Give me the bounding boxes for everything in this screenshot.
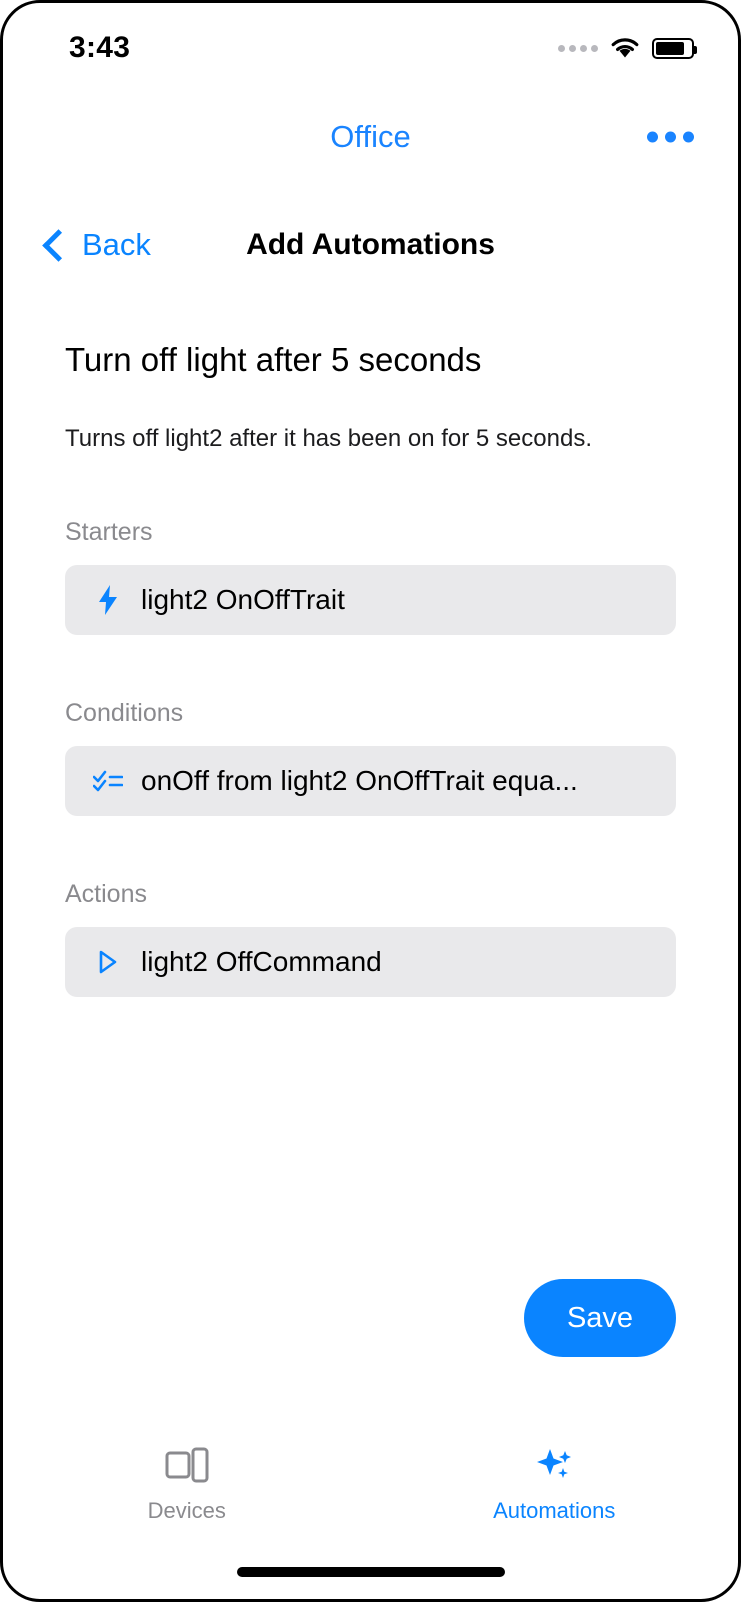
- status-bar: [3, 3, 738, 93]
- section-label-actions: Actions: [65, 880, 147, 909]
- automation-detail: [3, 303, 738, 1599]
- status-time: 3:43: [69, 31, 131, 64]
- tab-bar: [3, 1429, 738, 1541]
- condition-item[interactable]: [65, 746, 676, 816]
- save-button[interactable]: Save: [524, 1279, 676, 1357]
- sparkles-icon: [532, 1447, 576, 1488]
- app-header: [3, 93, 738, 181]
- play-icon: [93, 946, 123, 978]
- section-label-starters: Starters: [65, 518, 153, 547]
- tab-devices-label: Devices: [147, 1497, 226, 1523]
- starter-item-label: light2 OnOffTrait: [141, 584, 345, 616]
- devices-icon: [165, 1447, 209, 1488]
- tab-automations-label: Automations: [493, 1497, 616, 1523]
- back-button-label: Back: [82, 227, 151, 262]
- nav-bar: [3, 199, 738, 291]
- bolt-icon: [93, 584, 123, 616]
- signal-dots-icon: [558, 45, 598, 52]
- more-horizontal-icon[interactable]: [647, 132, 694, 143]
- automation-name: Turn off light after 5 seconds: [65, 341, 482, 378]
- nav-title: Add Automations: [246, 228, 495, 261]
- status-indicators: [558, 37, 694, 59]
- automation-description: Turns off light2 after it has been on for 5 seconds.: [65, 425, 592, 452]
- home-indicator[interactable]: [237, 1567, 505, 1577]
- tab-devices[interactable]: [3, 1429, 371, 1541]
- action-item[interactable]: [65, 927, 676, 997]
- tab-automations[interactable]: [371, 1429, 739, 1541]
- condition-item-label: onOff from light2 OnOffTrait equa...: [141, 765, 578, 797]
- checklist-icon: [93, 765, 123, 797]
- section-label-conditions: Conditions: [65, 699, 184, 728]
- wifi-icon: [610, 37, 640, 59]
- action-item-label: light2 OffCommand: [141, 946, 382, 978]
- battery-icon: [652, 38, 694, 59]
- starter-item[interactable]: [65, 565, 676, 635]
- page-title: Office: [330, 119, 411, 154]
